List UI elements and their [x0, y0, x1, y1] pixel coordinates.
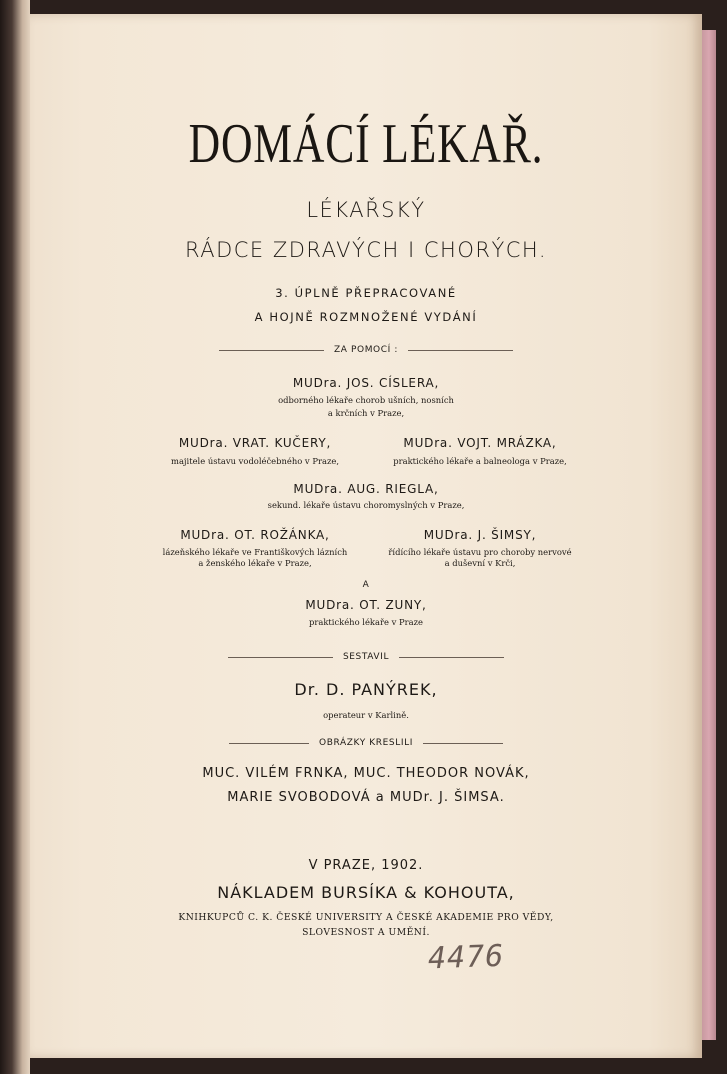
publisher-desc: KNIHKUPCŮ C. K. ČESKÉ UNIVERSITY A ČESKÉ AKADEMIE PRO VĚDY,: [178, 912, 554, 923]
illustrators-line-2: MARIE SVOBODOVÁ a MUDr. J. ŠIMSA.: [227, 790, 505, 805]
divider-rule: [399, 657, 504, 658]
subtitle-line-1: LÉKAŘSKÝ: [306, 198, 426, 222]
contributor-zuna-desc: praktického lékaře v Praze: [308, 617, 423, 627]
contributor-cisler-name: MUDra. JOS. CÍSLERA,: [292, 376, 440, 390]
obrazky-divider: [30, 738, 702, 748]
subtitle-line-2: RÁDCE ZDRAVÝCH I CHORÝCH.: [184, 238, 548, 262]
place-year: V PRAZE, 1902.: [308, 858, 424, 873]
za-pomoci-label: ZA POMOCÍ :: [334, 345, 398, 355]
sestavil-label: SESTAVIL: [342, 652, 390, 662]
divider-rule: [228, 657, 333, 658]
contributor-simsa: [365, 528, 595, 568]
contributor-rozanek: [130, 528, 380, 568]
publisher: NÁKLADEM BURSÍKA & KOHOUTA,: [217, 883, 515, 902]
conjunction: A: [362, 580, 370, 590]
illustrators-line-1: MUC. VILÉM FRNKA, MUC. THEODOR NOVÁK,: [202, 766, 530, 781]
sestavil-divider: [30, 652, 702, 662]
book-spine: [0, 0, 30, 1074]
contributor-zuna-name: MUDra. OT. ZUNY,: [305, 598, 427, 612]
contributor-riegl-name: MUDra. AUG. RIEGLA,: [293, 482, 439, 496]
divider-rule: [423, 743, 503, 744]
contributor-mrazek: [360, 436, 600, 466]
contributor-mrazek-name: MUDra. VOJT. MRÁZKA,: [403, 436, 557, 450]
edition-line-2: A HOJNĚ ROZMNOŽENÉ VYDÁNÍ: [254, 310, 478, 324]
contributor-kucera-name: MUDra. VRAT. KUČERY,: [178, 436, 332, 450]
contributor-rozanek-desc: lázeňského lékaře ve Františkových lázních: [162, 547, 348, 557]
book-title: DOMÁCÍ LÉKAŘ.: [188, 113, 544, 175]
contributor-simsa-desc: řídícího lékaře ústavu pro choroby nervové: [388, 547, 572, 557]
obrazky-label: OBRÁZKY KRESLILI: [319, 738, 413, 748]
edition-line-1: 3. ÚPLNĚ PŘEPRACOVANÉ: [275, 286, 457, 300]
contributor-riegl-desc: sekund. lékaře ústavu choromyslných v Praze,: [267, 500, 465, 510]
contributor-simsa-desc: a duševní v Krči,: [444, 558, 516, 568]
author-desc: operateur v Karlině.: [323, 710, 409, 720]
za-pomoci-divider: [30, 345, 702, 355]
contributor-kucera-desc: majitele ústavu vodoléčebného v Praze,: [171, 456, 339, 466]
contributor-rozanek-desc: a ženského lékaře v Praze,: [198, 558, 312, 568]
contributor-cisler-desc: a krčních v Praze,: [327, 408, 405, 418]
page-edge: [702, 30, 716, 1040]
contributor-kucera: [130, 436, 380, 466]
contributor-mrazek-desc: praktického lékaře a balneologa v Praze,: [393, 456, 567, 466]
contributor-rozanek-name: MUDra. OT. ROŽÁNKA,: [180, 528, 330, 542]
divider-rule: [229, 743, 309, 744]
contributor-cisler-desc: odborného lékaře chorob ušních, nosních: [278, 395, 454, 405]
divider-rule: [219, 350, 324, 351]
divider-rule: [408, 350, 513, 351]
author-name: Dr. D. PANÝREK,: [294, 680, 438, 699]
publisher-desc: SLOVESNOST A UMĚNÍ.: [302, 927, 430, 938]
contributor-simsa-name: MUDra. J. ŠIMSY,: [423, 528, 537, 542]
handwritten-number: 4476: [427, 938, 505, 977]
